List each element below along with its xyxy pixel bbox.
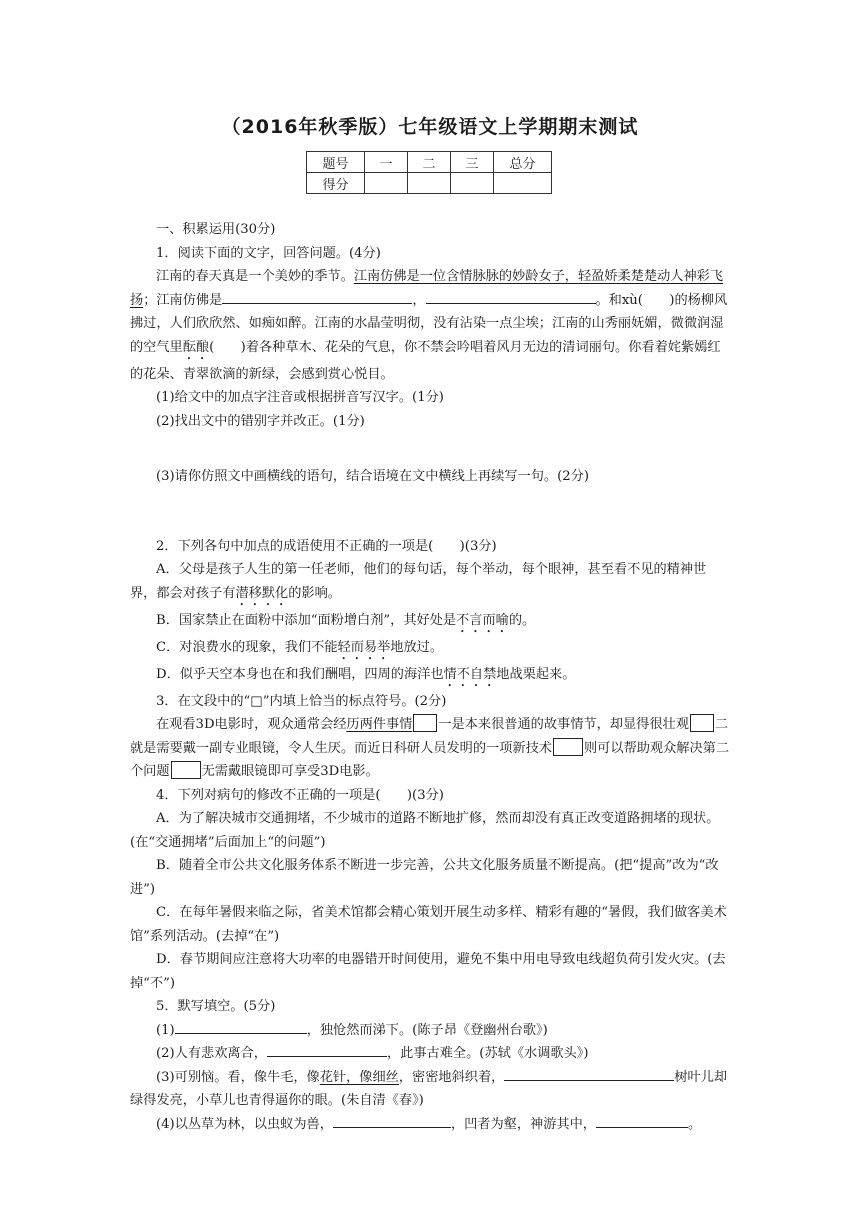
passage-text: 江南的春天真是一个美妙的季节。 — [156, 269, 354, 284]
question-3-passage — [130, 713, 730, 784]
question-1-sub-1: (1)给文中的加点字注音或根据拼音写汉字。(1分) — [156, 390, 444, 405]
exam-content — [130, 218, 730, 1136]
section-heading: 一、积累运用(30分) — [156, 222, 276, 237]
question-4-option-a: A．为了解决城市交通拥堵，不少城市的道路不断地扩修，然而却没有真正改变道路拥堵的现状。(在“交通拥堵”后面加上“的问题”) — [130, 811, 720, 850]
answer-blank[interactable] — [222, 289, 412, 304]
passage-text: ， — [412, 292, 426, 308]
passage-text: 在观看3D电影时，观众通常会经 — [156, 717, 347, 732]
answer-blank[interactable] — [504, 1066, 674, 1081]
option-text: 的。 — [508, 612, 536, 628]
question-3-stem: 3．在文段中的“□”内填上恰当的标点符号。(2分) — [156, 693, 447, 709]
passage-text: ( )着各种草木、花朵的气息，你不禁会吟唱着风月无边的清词丽句。你看着姹紫嫣红的花朵、青翠欲滴的新绿，会感到赏心悦目。 — [130, 339, 721, 382]
answer-blank[interactable] — [596, 1113, 688, 1128]
punctuation-box[interactable] — [171, 761, 201, 779]
line-text: ，此事古难全。(苏轼《水调歌头》) — [387, 1046, 589, 1061]
answer-space[interactable] — [130, 489, 730, 535]
line-text: (3)可别恼。看，像牛毛，像 — [156, 1069, 320, 1085]
question-2-option-b — [130, 609, 730, 636]
question-1-sub-2: (2)找出文中的错别字并改正。(1分) — [156, 413, 365, 429]
score-cell — [365, 173, 408, 194]
line-text: (2)人有悲欢离合， — [156, 1046, 267, 1061]
score-header-cell: 三 — [451, 152, 494, 173]
page-title: （2016年秋季版）七年级语文上学期期末测试 — [221, 116, 639, 138]
answer-blank[interactable] — [426, 289, 596, 304]
passage-text: 。和 — [595, 292, 622, 308]
dotted-word: 酝酿 — [182, 339, 210, 355]
score-cell — [494, 173, 552, 194]
punctuation-box[interactable] — [413, 714, 437, 732]
option-text: 地战栗起来。 — [496, 666, 576, 682]
answer-blank[interactable] — [333, 1113, 451, 1128]
passage-text: ；江南仿佛是 — [143, 292, 223, 308]
question-5-line-2 — [130, 1042, 730, 1066]
question-1-sub-3: (3)请你仿照文中画横线的语句，结合语境在文中横线上再续写一句。(2分) — [156, 469, 589, 484]
question-4-option-b: B．随着全市公共文化服务体系不断进一步完善，公共文化服务质量不断提高。(把“提高”改为“改进”) — [130, 858, 719, 897]
score-cell — [408, 173, 451, 194]
score-cell — [451, 173, 494, 194]
option-text: A．父母是孩子人生的第一任老师，他们的每句话，每个举动，每个眼神，甚至看不见的精神世界，都会对孩子有 — [130, 562, 707, 601]
underlined-phrase: 花针，像细丝 — [319, 1069, 399, 1085]
line-text: (1) — [156, 1022, 175, 1038]
question-4-option-d: D．春节期间应注意将大功率的电器错开时间使用，避免不集中用电导致电线超负荷引发火灾。(去掉“不”) — [130, 952, 726, 991]
question-5-line-3 — [130, 1066, 730, 1113]
score-header-cell: 总分 — [494, 152, 552, 173]
score-table — [306, 151, 552, 194]
passage-text: xù( )的杨柳风拂过，人们欣欣然、如痴如醉。江南的水晶莹明彻，没有沾染一点尘埃；江南的山秀丽妩媚，微微润湿的空气里 — [130, 292, 728, 355]
question-2-option-a — [130, 558, 730, 609]
option-text: 的影响。 — [288, 585, 341, 601]
underlined-phrase: 历两件事情 — [346, 717, 413, 732]
passage-text: 二就是需要戴一副专业眼镜，令人生厌。而近日科研人员发明的一项新技术 — [130, 717, 729, 756]
line-text: ，凹者为壑，神游其中， — [450, 1116, 596, 1132]
punctuation-box[interactable] — [553, 738, 583, 756]
question-1-stem: 1．阅读下面的文字，回答问题。(4分) — [156, 245, 381, 261]
answer-space[interactable] — [130, 433, 730, 465]
question-5-line-4 — [130, 1113, 730, 1137]
option-text: B．国家禁止在面粉中添加“面粉增白剂”，其好处是 — [156, 612, 457, 628]
line-text: ，密密地斜织着， — [398, 1069, 505, 1085]
score-header-cell: 题号 — [307, 152, 365, 173]
question-2-stem: 2．下列各句中加点的成语使用不正确的一项是( )(3分) — [156, 538, 497, 554]
question-5-line-1 — [130, 1019, 730, 1043]
option-text: C．对浪费水的现象，我们不能 — [156, 639, 338, 655]
question-2-option-c — [130, 636, 730, 663]
underlined-sentence: 江南仿佛是一位含情脉脉的妙龄女子，轻盈娇柔楚楚动人神彩飞扬 — [130, 269, 724, 308]
line-text: 。 — [688, 1116, 702, 1132]
question-4-stem: 4．下列对病句的修改不正确的一项是( )(3分) — [156, 787, 444, 803]
line-text: 树叶儿却绿得发亮，小草儿也青得逼你的眼。(朱自清《春》) — [130, 1069, 728, 1108]
dotted-idiom: 潜移默化 — [235, 585, 289, 601]
question-2-option-d — [130, 663, 730, 690]
score-row-label: 得分 — [307, 173, 365, 194]
question-4-option-c: C．在每年暑假来临之际，省美术馆都会精心策划开展生动多样、精彩有趣的“暑假，我们做客美术馆”系列活动。(去掉“在”) — [130, 905, 727, 944]
passage-text: 一是本来很普通的故事情节，却显得很壮观 — [438, 717, 689, 732]
score-header-cell: 一 — [365, 152, 408, 173]
score-header-cell: 二 — [408, 152, 451, 173]
answer-blank[interactable] — [267, 1042, 387, 1057]
punctuation-box[interactable] — [690, 714, 714, 732]
passage-text: 无需戴眼镜即可享受3D电影。 — [201, 764, 379, 779]
answer-blank[interactable] — [175, 1019, 307, 1034]
question-5-stem: 5．默写填空。(5分) — [156, 999, 276, 1014]
line-text: ，独怆然而涕下。(陈子昂《登幽州台歌》) — [306, 1022, 548, 1038]
line-text: (4)以丛草为林，以虫蚁为兽， — [156, 1116, 333, 1132]
option-text: 地放过。 — [390, 639, 444, 655]
option-text: D．似乎天空本身也在和我们酬唱，四周的海洋也 — [156, 666, 444, 682]
dotted-idiom: 情不自禁 — [443, 666, 497, 682]
passage-text: 则可以帮助观众解决第二个问题 — [130, 740, 730, 779]
dotted-idiom: 轻而易举 — [337, 639, 391, 655]
dotted-idiom: 不言而喻 — [456, 612, 509, 628]
question-1-passage — [130, 265, 730, 386]
